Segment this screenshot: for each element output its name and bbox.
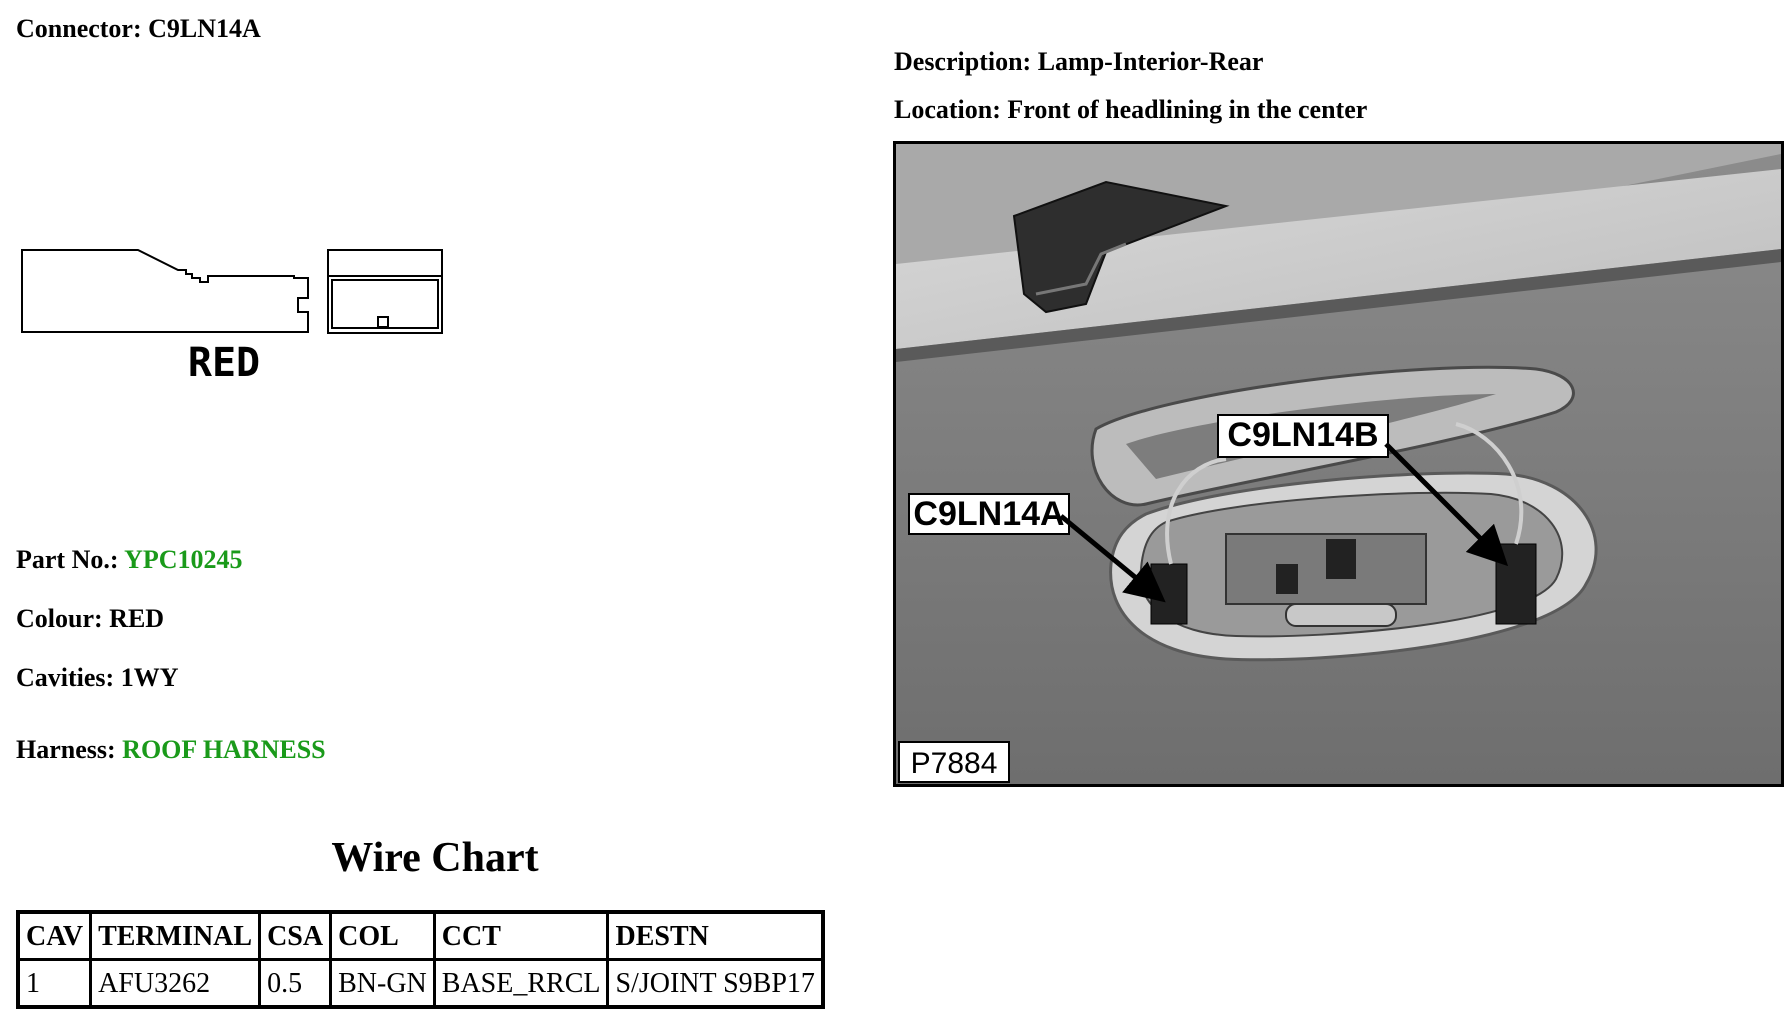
cell-terminal: AFU3262 [91, 960, 260, 1008]
part-number-label: Part No.: [16, 545, 119, 574]
colour-line [16, 604, 164, 634]
photo-ref-label: P7884 [910, 747, 998, 780]
lamp-bulb [1286, 604, 1396, 626]
lamp-contact [1326, 539, 1356, 579]
connector-value: C9LN14A [148, 14, 261, 43]
description-value: Lamp-Interior-Rear [1037, 47, 1264, 76]
col-header-csa: CSA [260, 912, 331, 960]
connector-cavity [378, 317, 388, 327]
cell-csa: 0.5 [260, 960, 331, 1008]
part-number-link[interactable]: YPC10245 [124, 545, 243, 574]
table-header-row [18, 912, 823, 960]
cell-col: BN-GN [331, 960, 435, 1008]
col-header-cav: CAV [18, 912, 91, 960]
connector-diagram [16, 240, 456, 390]
location-line [894, 95, 1367, 125]
cell-destn: S/JOINT S9BP17 [608, 960, 823, 1008]
cell-cav: 1 [18, 960, 91, 1008]
connector-face-outer [328, 250, 442, 333]
colour-label: Colour: [16, 604, 103, 633]
part-number-line [16, 545, 243, 575]
col-header-destn: DESTN [608, 912, 823, 960]
col-header-terminal: TERMINAL [91, 912, 260, 960]
callout-b-label: C9LN14B [1227, 416, 1379, 454]
cavities-label: Cavities: [16, 663, 115, 692]
connector-title [16, 14, 261, 44]
col-header-col: COL [331, 912, 435, 960]
col-header-cct: CCT [434, 912, 608, 960]
lamp-contact [1276, 564, 1298, 594]
callout-a-label: C9LN14A [913, 495, 1065, 533]
cell-cct: BASE_RRCL [434, 960, 608, 1008]
table-row [18, 960, 823, 1008]
wire-chart-title: Wire Chart [331, 835, 539, 881]
harness-line [16, 735, 326, 765]
description-line [894, 47, 1263, 77]
connector-label: Connector: [16, 14, 142, 43]
location-value: Front of headlining in the center [1007, 95, 1368, 124]
connector-face-inner [332, 280, 438, 328]
cavities-value: 1WY [120, 663, 179, 692]
connector-colour-text: RED [187, 340, 261, 386]
cavities-line [16, 663, 178, 693]
colour-value: RED [109, 604, 165, 633]
connector-side-view [22, 250, 308, 332]
location-photo-svg [896, 144, 1781, 784]
description-label: Description: [894, 47, 1032, 76]
connector-b-shape [1496, 544, 1536, 624]
location-photo [893, 141, 1784, 787]
harness-label: Harness: [16, 735, 116, 764]
wire-chart-table [16, 910, 825, 1009]
harness-link[interactable]: ROOF HARNESS [122, 735, 326, 764]
location-label: Location: [894, 95, 1001, 124]
